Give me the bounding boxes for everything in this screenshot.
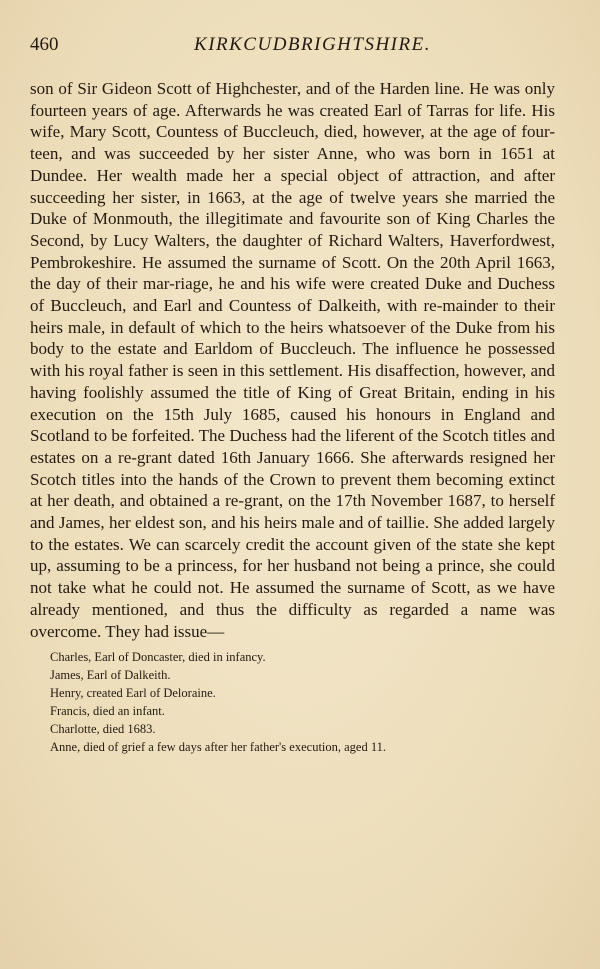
issue-item: Charles, Earl of Doncaster, died in infancy. (50, 650, 266, 665)
issue-item: Henry, created Earl of Deloraine. (50, 686, 216, 701)
page-number: 460 (30, 34, 59, 55)
issue-list (30, 648, 555, 756)
running-title: KIRKCUDBRIGHTSHIRE. (194, 34, 431, 55)
running-head (30, 30, 555, 60)
issue-item: Anne, died of grief a few days after her father's execution, aged 11. (50, 740, 387, 755)
issue-item: Charlotte, died 1683. (50, 722, 156, 737)
issue-item: Francis, died an infant. (50, 704, 165, 719)
issue-item: James, Earl of Dalkeith. (50, 668, 171, 683)
body-paragraph: son of Sir Gideon Scott of Highchester, and of the Harden line. He was only fourteen years of age. Afterwards he was created Earl of Tarras for life. His wife, Mary Scott, Countess of Buccleuch, died, however, at the age of four-teen, and was succeeded by her sister Anne, who was born in 1651 at Dundee. Her wealth made her a special object of attraction, and after succeeding her sister, in 1663, at the age of twelve years she married the Duke of Monmouth, the illegitimate and favourite son of King Charles the Second, by Lucy Walters, the daughter of Richard Walters, Haverfordwest, Pembrokeshire. He assumed the surname of Scott. On the 20th April 1663, the day of their mar-riage, he and his wife were created Duke and Duchess of Buccleuch, and Earl and Countess of Dalkeith, with re-mainder to their heirs male, in default of which to the heirs whatsoever of the Duke from his body to the estate and Earldom of Buccleuch. The influence he possessed with his royal father is seen in this settlement. His disaffection, however, and having foolishly assumed the title of King of Great Britain, ending in his execution on the 15th July 1685, caused his honours in England and Scotland to be forfeited. The Duchess had the liferent of the Scotch titles and estates on a re-grant dated 16th January 1666. She afterwards resigned her Scotch titles into the hands of the Crown to prevent them becoming extinct at her death, and obtained a re-grant, on the 17th November 1687, to herself and James, her eldest son, and his heirs male and of taillie. She added largely to the estates. We can scarcely credit the account given of the state she kept up, assuming to be a princess, for her husband not being a prince, she could not take what he could not. He assumed the surname of Scott, as we have already mentioned, and thus the difficulty as regarded a name was overcome. They had issue— (30, 79, 555, 641)
